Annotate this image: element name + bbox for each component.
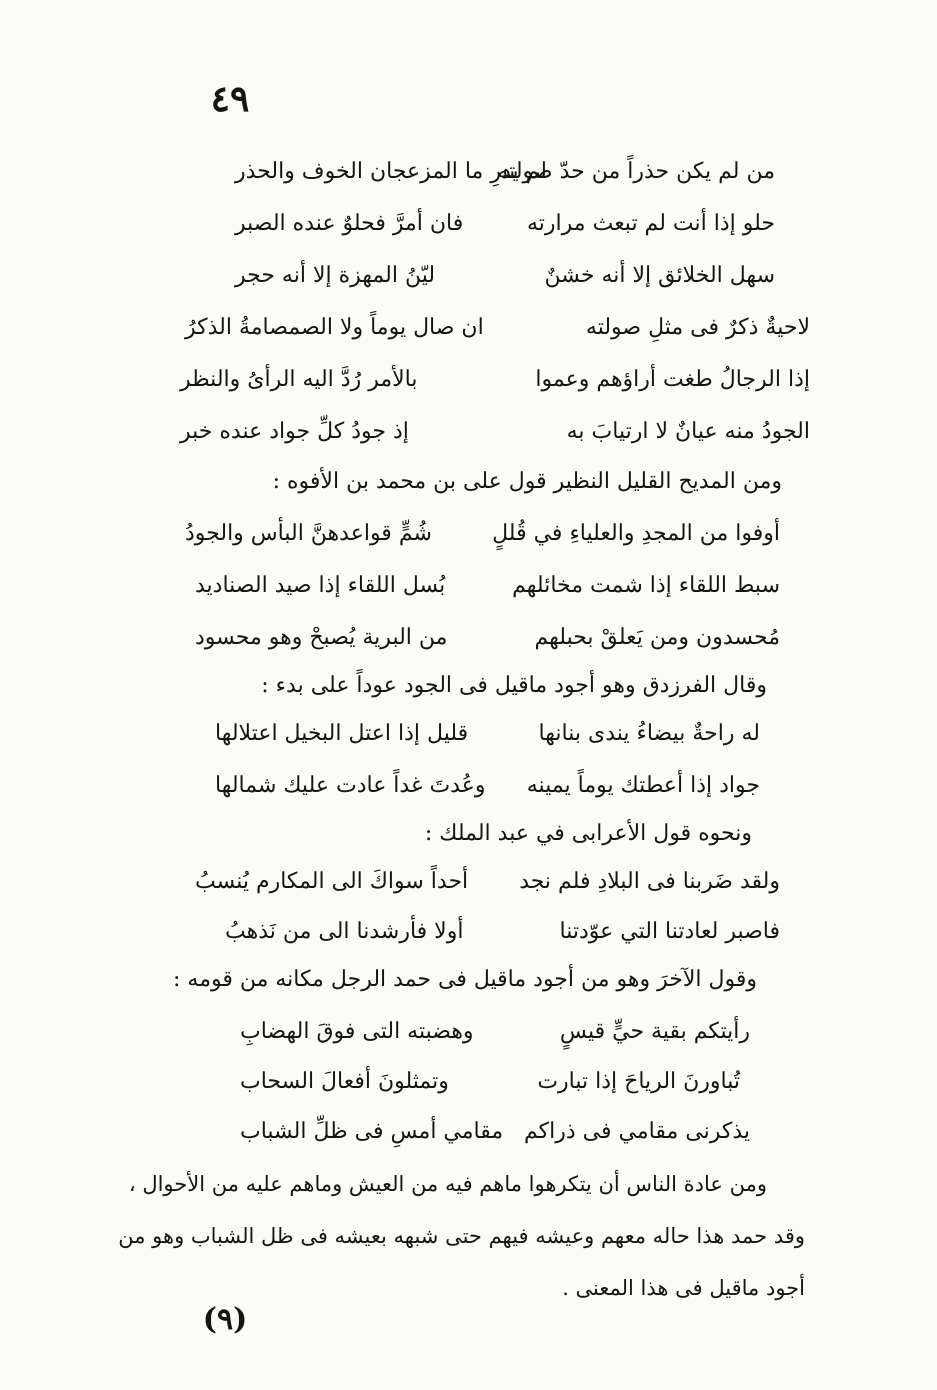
first-hemistich: تُباورنَ الرياحَ إذا تبارت <box>537 1069 740 1094</box>
first-hemistich: سبط اللقاء إذا شمت مخائلهم <box>512 573 780 598</box>
second-hemistich: مقامي أمسِ فى ظلِّ الشباب <box>240 1119 504 1144</box>
first-hemistich: لاحيةٌ ذكرٌ فى مثلِ صولته <box>585 315 810 340</box>
first-hemistich: من لم يكن حذراً من حدّ صولته <box>497 159 775 184</box>
prose-line: ومن المديح القليل النظير قول على بن محمد بن الأفوه : <box>272 469 782 494</box>
second-hemistich: من البرية يُصبحْ وهو محسود <box>195 625 448 650</box>
prose-line: ونحوه قول الأعرابى في عبد الملك : <box>424 821 752 846</box>
second-hemistich: قليل إذا اعتل البخيل اعتلالها <box>215 721 469 746</box>
second-hemistich: ليّنُ المهزة إلا أنه حجر <box>235 263 436 288</box>
prose-line: وقد حمد هذا حاله معهم وعيشه فيهم حتى شبهه بعيشه فى ظل الشباب وهو من <box>118 1224 805 1248</box>
second-hemistich: وعُدتَ غداً عادت عليك شمالها <box>215 773 486 798</box>
second-hemistich: وهضبته التى فوقَ الهضابِ <box>240 1019 474 1044</box>
first-hemistich: أوفوا من المجدِ والعلياءِ في قُللٍ <box>492 521 780 546</box>
second-hemistich: فان أمرَّ فحلوٌ عنده الصبر <box>235 211 464 236</box>
second-hemistich: أولا فأرشدنا الى من نَذهبُ <box>225 919 464 944</box>
first-hemistich: جواد إذا أعطتك يوماً يمينه <box>526 773 760 798</box>
second-hemistich: ان صال يوماً ولا الصمصامةُ الذكرُ <box>185 315 484 340</box>
prose-line: أجود ماقيل فى هذا المعنى . <box>562 1276 805 1300</box>
prose-line: وقول الآخرَ وهو من أجود ماقيل فى حمد الرجل مكانه من قومه : <box>173 967 757 992</box>
second-hemistich: لم يدرِ ما المزعجان الخوف والحذر <box>235 159 547 184</box>
first-hemistich: ولقد ضَربنا فى البلادِ فلم نجد <box>519 869 780 894</box>
second-hemistich: وتمثلونَ أفعالَ السحاب <box>240 1069 449 1094</box>
page-number: ٤٩ <box>210 78 250 120</box>
second-hemistich: إذ جودُ كلِّ جواد عنده خبر <box>180 419 409 444</box>
first-hemistich: حلو إذا أنت لم تبعث مرارته <box>527 211 775 236</box>
second-hemistich: بُسل اللقاء إذا صيد الصناديد <box>195 573 446 598</box>
second-hemistich: بالأمر رُدَّ اليه الرأىُ والنظر <box>180 367 418 392</box>
first-hemistich: سهل الخلائق إلا أنه خشنٌ <box>544 263 775 288</box>
signature-mark: (٩) <box>202 1302 248 1337</box>
first-hemistich: الجودُ منه عيانٌ لا ارتيابَ به <box>566 419 810 444</box>
first-hemistich: رأيتكم بقية حيٍّ قيسٍ <box>559 1019 750 1044</box>
first-hemistich: يذكرنى مقامي فى ذراكم <box>524 1119 750 1144</box>
first-hemistich: له راحةٌ بيضاءُ يندى بنانها <box>538 721 760 746</box>
prose-line: وقال الفرزدق وهو أجود ماقيل فى الجود عوداً على بدء : <box>261 673 767 698</box>
first-hemistich: إذا الرجالُ طغت أراؤهم وعموا <box>535 367 810 392</box>
first-hemistich: مُحسدون ومن يَعلقْ بحبلهم <box>534 625 780 650</box>
prose-line: ومن عادة الناس أن يتكرهوا ماهم فيه من العيش وماهم عليه من الأحوال ، <box>128 1172 767 1196</box>
second-hemistich: شُمٍّ قواعدهنَّ البأس والجودُ <box>185 521 432 546</box>
first-hemistich: فاصبر لعادتنا التي عوّدتنا <box>559 919 780 944</box>
second-hemistich: أحداً سواكَ الى المكارم يُنسبُ <box>195 869 469 894</box>
